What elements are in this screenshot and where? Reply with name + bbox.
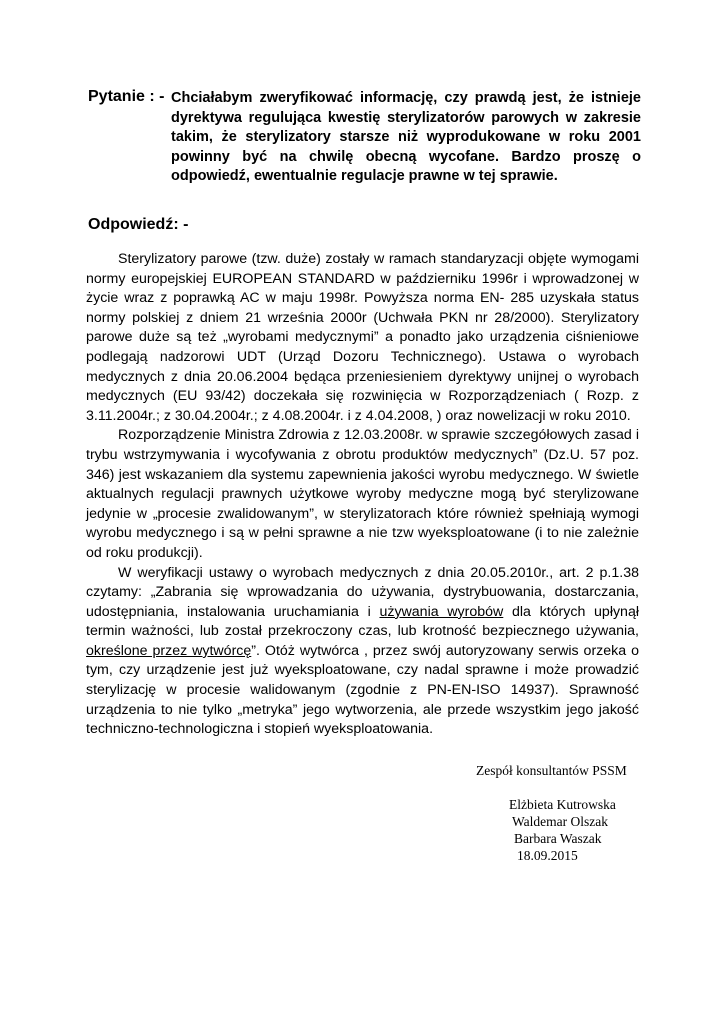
paragraph-3-text-2: dla których upłynął termin ważności, lub został przekroczony czas, lub krotność bezpiecznego używania, bbox=[86, 603, 639, 640]
answer-paragraph-1: Sterylizatory parowe (tzw. duże) zostały w ramach standaryzacji objęte wymogami normy europejskiej EUROPEAN STANDARD w październiku 1996r i wprowadzonej w życie wraz z poprawką AC w maju 1998r. Powyższa norma EN- 285 uzyskała status normy polskiej z dniem 21 września 2000r (Uchwała PKN nr 28/2000). Sterylizatory parowe duże są też „wyrobami medycznymi” a ponadto jako urządzenia ciśnieniowe podlegają nadzorowi UDT (Urząd Dozoru Technicznego). Ustawa o wyrobach medycznych z dnia 20.06.2004 będąca przeniesieniem dyrektywy unijnej o wyrobach medycznych (EU 93/42) doczekała się rozwinięcia w Rozporządzeniach ( Rozp. z 3.11.2004r.; z 30.04.2004r.; z 4.08.2004r. i z 4.04.2008, ) oraz nowelizacji w roku 2010. bbox=[86, 251, 639, 424]
question-label: Pytanie : - bbox=[88, 88, 165, 105]
signatory-name: Elżbieta Kutrowska bbox=[509, 797, 616, 812]
consultant-team: Zespół konsultantów PSSM bbox=[476, 763, 627, 778]
answer-paragraph-2: Rozporządzenie Ministra Zdrowia z 12.03.2008r. w sprawie szczegółowych zasad i trybu wstrzymywania i wycofywania z obrotu produktów medycznych” (Dz.U. 57 poz. 346) jest wskazaniem dla systemu zapewnienia jakości wyrobu medycznego. W świetle aktualnych regulacji prawnych użytkowe wyroby medyczne mogą być sterylizowane jedynie w „procesie zwalidowanym”, w sterylizatorach które również spełniają wymogi wyrobu medycznego i są w pełni sprawne a nie tzw wyeksploatowane (i to nie zależnie od roku produkcji). bbox=[86, 427, 639, 561]
paragraph-3-text-3: ”. Otóż wytwórca , przez swój autoryzowany serwis orzeka o tym, czy urządzenie jest już wyeksploatowane, czy nadal sprawne i może prowadzić sterylizację w procesie walidowanym (zgodnie z PN-EN-ISO 14937). Sprawność urządzenia to nie tylko „metryka” jego wytworzenia, ale przede wszystkim jego jakość techniczno-technologiczna i stopień wyeksploatowania. bbox=[86, 642, 639, 738]
signatory-name: Barbara Waszak bbox=[514, 831, 602, 846]
question-text: Chciałabym zweryfikować informację, czy prawdą jest, że istnieje dyrektywa regulująca kwestię sterylizatorów parowych w zakresie takim, że sterylizatory starsze niż wyprodukowane w roku 2001 powinny być na chwilę obecną wycofane. Bardzo proszę o odpowiedź, ewentualnie regulacje prawne w tej sprawie. bbox=[171, 90, 641, 185]
paragraph-3-text-1: W weryfikacji ustawy o wyrobach medycznych z dnia 20.05.2010r., art. 2 p.1.38 czytamy: „Zabrania się wprowadzania do używania, dystrybuowania, dostarczania, udostępniania, instalowania uruchamiania i bbox=[86, 564, 639, 620]
answer-paragraph-3 bbox=[86, 564, 639, 740]
underlined-phrase-2: określone przez wytwórcę bbox=[86, 642, 252, 659]
underlined-phrase-1: używania wyrobów bbox=[379, 603, 504, 620]
answer-label: Odpowiedź: - bbox=[88, 216, 189, 233]
signatory-name: Waldemar Olszak bbox=[512, 814, 608, 829]
signature-date: 18.09.2015 bbox=[517, 848, 578, 863]
answer-body bbox=[86, 250, 639, 740]
